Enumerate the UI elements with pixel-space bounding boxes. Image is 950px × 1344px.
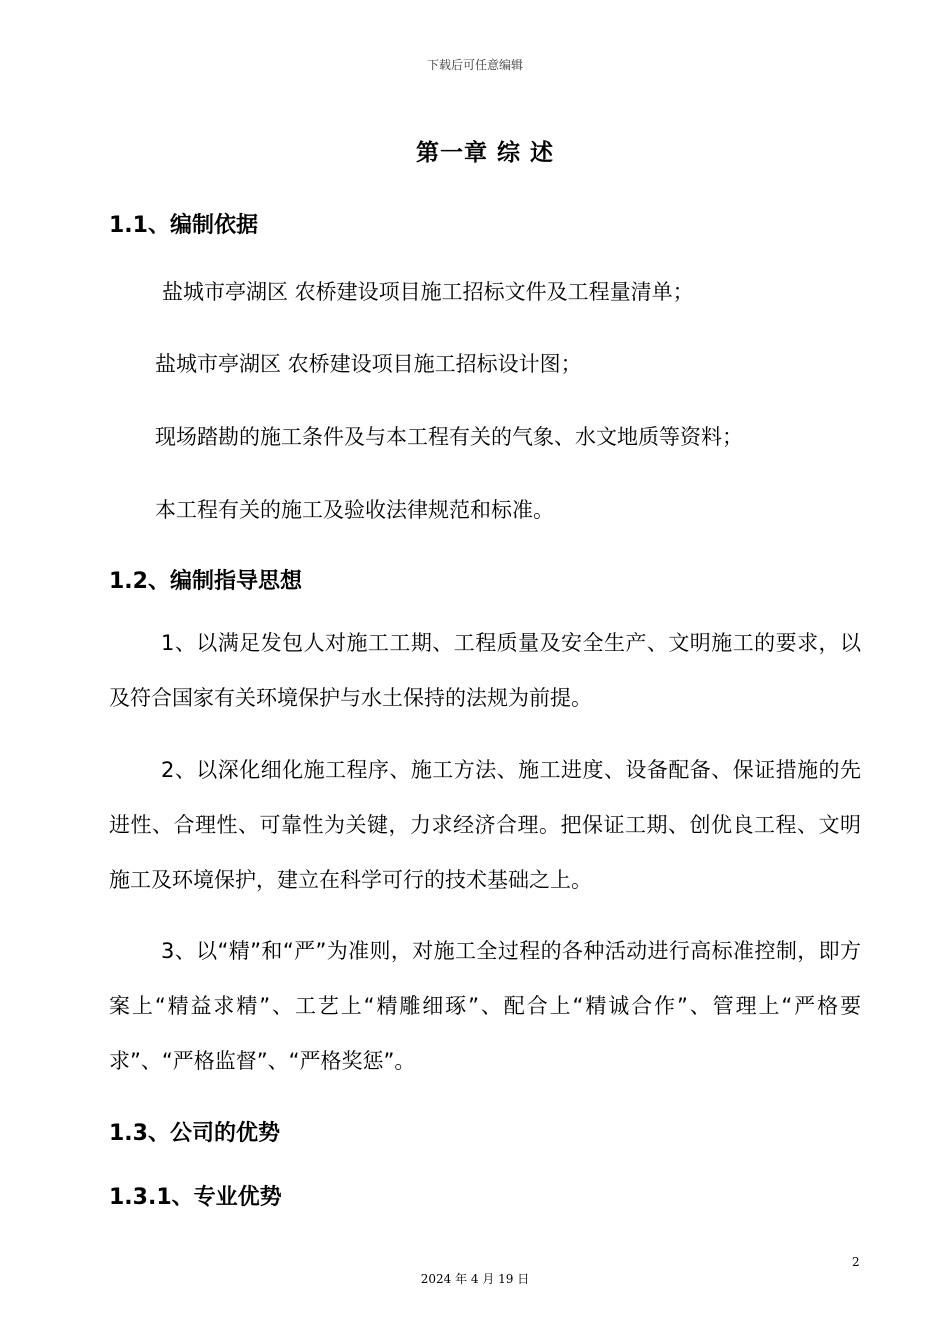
chapter-title: 第一章 综 述 xyxy=(415,140,554,166)
section-heading-1-2: 1.2、编制指导思想 xyxy=(109,569,302,594)
guiding-paragraph-1: 1、以满足发包人对施工工期、工程质量及安全生产、文明施工的要求，以及符合国家有关环境保护与水土保持的法规为前提。 xyxy=(109,631,861,710)
header-note: 下载后可任意编辑 xyxy=(426,58,523,72)
guiding-paragraph-2: 2、以深化细化施工程序、施工方法、施工进度、设备配备、保证措施的先进性、合理性、可靠性为关键，力求经济合理。把保证工期、创优良工程、文明施工及环境保护，建立在科学可行的技术基础之上。 xyxy=(109,758,861,892)
footer-date: 2024 年 4 月 19 日 xyxy=(420,1272,530,1286)
basis-item-4: 本工程有关的施工及验收法律规范和标准。 xyxy=(155,498,554,522)
section-heading-1-3: 1.3、公司的优势 xyxy=(109,1121,280,1146)
section-heading-1-3-1: 1.3.1、专业优势 xyxy=(109,1185,282,1210)
basis-item-2: 盐城市亭湖区 农桥建设项目施工招标设计图； xyxy=(155,352,582,376)
section-heading-1-1: 1.1、编制依据 xyxy=(109,213,258,238)
basis-item-3: 现场踏勘的施工条件及与本工程有关的气象、水文地质等资料； xyxy=(155,425,743,449)
basis-item-1: 盐城市亭湖区 农桥建设项目施工招标文件及工程量清单； xyxy=(162,280,694,304)
page-number: 2 xyxy=(852,1255,860,1269)
guiding-paragraph-3: 3、以“精”和“严”为准则，对施工全过程的各种活动进行高标准控制，即方案上“精益求精”、工艺上“精雕细琢”、配合上“精诚合作”、管理上“严格要求”、“严格监督”、“严格奖惩”。 xyxy=(109,939,861,1073)
